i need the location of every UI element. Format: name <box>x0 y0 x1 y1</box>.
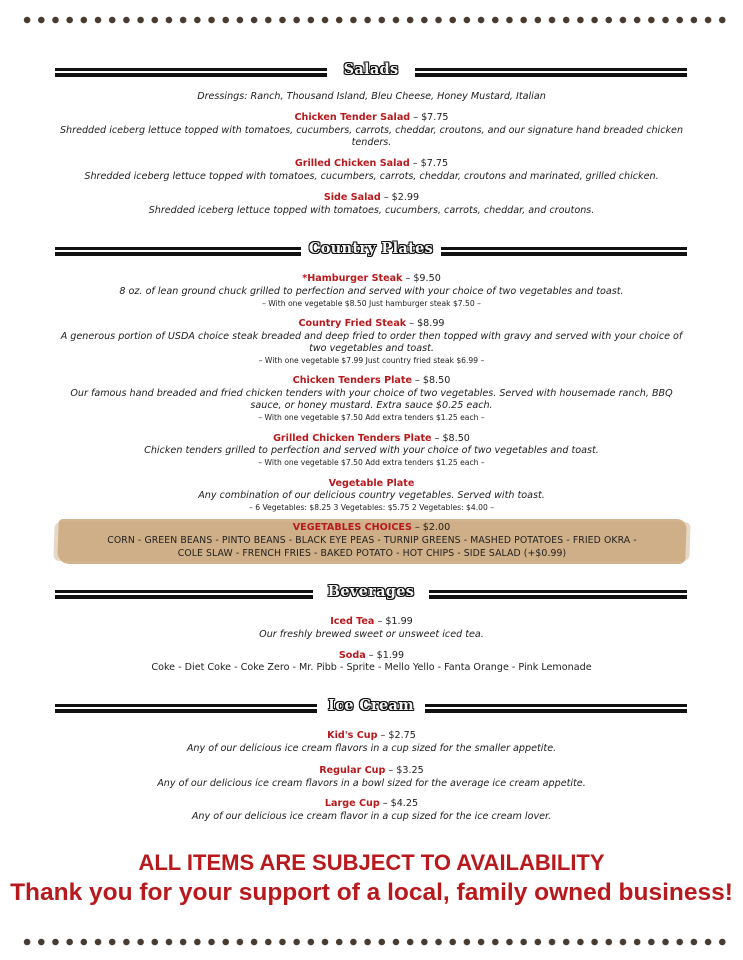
menu-item-title <box>40 478 703 489</box>
menu-item-title <box>40 273 703 284</box>
beverages-header <box>55 583 687 605</box>
item-description: Our famous hand breaded and fried chicken tenders with your choice of two vegetables. Served with housemade ranch, BBQ <box>70 388 673 399</box>
menu-item-title <box>40 318 703 329</box>
item-name: VEGETABLES CHOICES <box>292 522 412 533</box>
item-description: two vegetables and toast. <box>309 343 434 354</box>
menu-item-title <box>40 650 703 661</box>
item-price: – $8.50 <box>411 375 451 386</box>
item-name: Vegetable Plate <box>328 478 415 489</box>
item-name: Soda <box>338 650 366 661</box>
country-plates-header <box>55 240 687 262</box>
item-note: – With one vegetable $8.50 Just hamburger steak $7.50 – <box>262 299 481 308</box>
item-price: – $8.50 <box>431 433 470 444</box>
menu-item-title <box>40 798 703 809</box>
item-name: Grilled Chicken Tenders Plate <box>273 433 432 444</box>
vegetable-list-line: COLE SLAW - FRENCH FRIES - BAKED POTATO - HOT CHIPS - SIDE SALAD (+$0.99) <box>177 548 567 559</box>
item-name: Chicken Tenders Plate <box>292 375 412 386</box>
item-description: sauce, or honey mustard. Extra sauce $0.25 each. <box>250 400 493 411</box>
item-note: – 6 Vegetables: $8.25 3 Vegetables: $5.75 2 Vegetables: $4.00 – <box>249 503 494 512</box>
item-price: – $7.75 <box>409 158 449 169</box>
menu-item-title <box>40 730 703 741</box>
item-price: – $1.99 <box>365 650 405 661</box>
item-note: – With one vegetable $7.50 Add extra tenders $1.25 each – <box>258 458 485 467</box>
ice-cream-title: Ice Cream <box>328 697 414 714</box>
item-name: Chicken Tender Salad <box>294 112 411 123</box>
item-description: Any combination of our delicious country vegetables. Served with toast. <box>198 490 545 501</box>
vegetable-choices-title <box>40 522 703 533</box>
item-name: Grilled Chicken Salad <box>294 158 410 169</box>
item-price: – $7.75 <box>410 112 449 123</box>
item-name: Large Cup <box>324 798 380 809</box>
item-note: – With one vegetable $7.50 Add extra tenders $1.25 each – <box>258 413 485 422</box>
item-price: – $3.25 <box>385 765 424 776</box>
bottom-dot-border <box>20 938 730 946</box>
vegetable-list-line: CORN - GREEN BEANS - PINTO BEANS - BLACK EYE PEAS - TURNIP GREENS - MASHED POTATOES - FRIED OKRA - <box>107 535 637 546</box>
menu-item-title <box>40 375 703 386</box>
item-description: tenders. <box>351 137 392 148</box>
item-description: Coke - Diet Coke - Coke Zero - Mr. Pibb - Sprite - Mello Yello - Fanta Orange - Pink Lemonade <box>151 662 592 673</box>
salads-title: Salads <box>343 61 399 78</box>
item-price: – $2.75 <box>377 730 416 741</box>
item-name: *Hamburger Steak <box>302 273 403 284</box>
item-price: – $9.50 <box>402 273 441 284</box>
item-description: 8 oz. of lean ground chuck grilled to perfection and served with your choice of two vegetables and toast. <box>119 286 624 297</box>
item-name: Country Fried Steak <box>298 318 407 329</box>
item-price: – $2.00 <box>411 522 451 533</box>
item-description: Chicken tenders grilled to perfection and served with your choice of two vegetables and toast. <box>144 445 599 456</box>
item-price: – $8.99 <box>406 318 445 329</box>
item-description: A generous portion of USDA choice steak breaded and deep fried to order then topped with gravy and served with your choice of <box>60 331 683 342</box>
menu-item-title <box>40 112 703 123</box>
item-price: – $4.25 <box>379 798 419 809</box>
item-price: – $2.99 <box>380 192 420 203</box>
menu-item-title <box>40 433 703 444</box>
item-price: – $1.99 <box>374 616 413 627</box>
item-description: Any of our delicious ice cream flavors in a cup sized for the smaller appetite. <box>186 743 557 754</box>
item-name: Iced Tea <box>330 616 375 627</box>
item-name: Side Salad <box>323 192 381 203</box>
thank-you-message: Thank you for your support of a local, family owned business! <box>10 879 733 906</box>
salads-header <box>55 61 687 83</box>
menu-item-title <box>40 765 703 776</box>
ice-cream-header <box>55 697 687 719</box>
country-plates-title: Country Plates <box>308 240 434 257</box>
item-description: Our freshly brewed sweet or unsweet iced tea. <box>259 629 484 640</box>
menu-item-title <box>40 616 703 627</box>
item-name: Regular Cup <box>319 765 386 776</box>
item-description: Shredded iceberg lettuce topped with tomatoes, cucumbers, carrots, cheddar, and croutons. <box>148 205 595 216</box>
salad-dressings: Dressings: Ranch, Thousand Island, Bleu Cheese, Honey Mustard, Italian <box>197 91 546 102</box>
beverages-title: Beverages <box>327 583 415 600</box>
top-dot-border <box>20 16 730 24</box>
item-description: Any of our delicious ice cream flavor in a cup sized for the ice cream lover. <box>191 811 552 822</box>
item-name: Kid's Cup <box>327 730 378 741</box>
menu-item-title <box>40 158 703 169</box>
availability-notice: ALL ITEMS ARE SUBJECT TO AVAILABILITY <box>138 850 605 875</box>
item-note: – With one vegetable $7.99 Just country fried steak $6.99 – <box>258 356 485 365</box>
item-description: Shredded iceberg lettuce topped with tomatoes, cucumbers, carrots, cheddar, croutons and marinated, grilled chicken. <box>84 171 659 182</box>
item-description: Any of our delicious ice cream flavors in a bowl sized for the average ice cream appetite. <box>157 778 586 789</box>
menu-item-title <box>40 192 703 203</box>
item-description: Shredded iceberg lettuce topped with tomatoes, cucumbers, carrots, cheddar, croutons, and our signature hand breaded chicken <box>59 125 684 136</box>
